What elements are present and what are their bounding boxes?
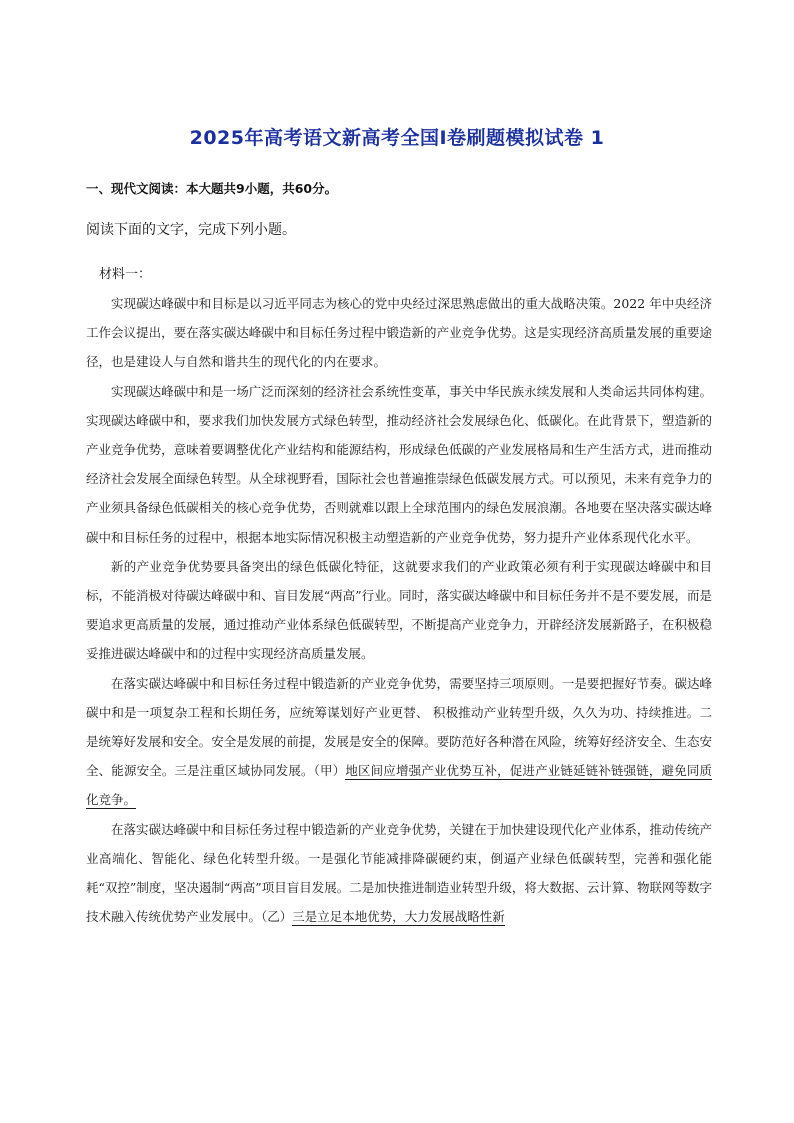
paragraph-1: 实现碳达峰碳中和目标是以习近平同志为核心的党中央经过深思熟虑做出的重大战略决策。2022 年中央经济工作会议提出，要在落实碳达峰碳中和目标任务过程中锻造新的产业竞争优势。这是实现经济高质量发展的重要途径，也是建设人与自然和谐共生的现代化的内在要求。 — [86, 296, 712, 370]
underlined-sentence-b: 三是立足本地优势，大力发展战略性新 — [292, 909, 505, 925]
paragraph-2: 实现碳达峰碳中和是一场广泛而深刻的经济社会系统性变革，事关中华民族永续发展和人类命运共同体构建。实现碳达峰碳中和，要求我们加快发展方式绿色转型，推动经济社会发展绿色化、低碳化。在此背景下，塑造新的产业竞争优势，意味着要调整优化产业结构和能源结构，形成绿色低碳的产业发展格局和生产生活方式，进而推动经济社会发展全面绿色转型。从全球视野看，国际社会也普遍推崇绿色低碳发展方式。可以预见，未来有竞争力的产业须具备绿色低碳相关的核心竞争优势，否则就难以跟上全球范围内的绿色发展浪潮。各地要在坚决落实碳达峰碳中和目标任务的过程中，根据本地实际情况积极主动塑造新的产业竞争优势，努力提升产业体系现代化水平。 — [86, 383, 712, 545]
page-title: 2025年高考语文新高考全国Ⅰ卷刷题模拟试卷 1 — [189, 127, 605, 149]
underlined-sentence-a: 地区间应增强产业优势互补，促进产业链延链补链强链，避免同质化竞争。 — [86, 763, 712, 808]
passage-body — [86, 289, 712, 931]
paragraph-4: 在落实碳达峰碳中和目标任务过程中锻造新的产业竞争优势，需要坚持三项原则。一是要把握好节奏。碳达峰碳中和是一项复杂工程和长期任务，应统筹谋划好产业更替、 积极推动产业转型升级，久久为功、持续推进。二是统筹好发展和安全。安全是发展的前提，发展是安全的保障。要防范好各种潜在风险，统筹好经济安全、生态安全、能源安全。三是注重区域协同发展。（甲）地区间应增强产业优势互补，促进产业链延链补链强链，避免同质化竞争。 — [86, 675, 712, 808]
reading-instruction: 阅读下面的文字，完成下列小题。 — [86, 222, 296, 238]
paragraph-3: 新的产业竞争优势要具备突出的绿色低碳化特征，这就要求我们的产业政策必须有利于实现碳达峰碳中和目标，不能消极对待碳达峰碳中和、盲目发展“两高”行业。同时，落实碳达峰碳中和目标任务并不是不要发展，而是要追求更高质量的发展，通过推动产业体系绿色低碳转型，不断提高产业竞争力，开辟经济发展新路子，在积极稳妥推进碳达峰碳中和的过程中实现经济高质量发展。 — [86, 558, 712, 662]
section-heading: 一、现代文阅读：本大题共9小题，共60分。 — [86, 181, 338, 196]
paragraph-5: 在落实碳达峰碳中和目标任务过程中锻造新的产业竞争优势，关键在于加快建设现代化产业体系，推动传统产业高端化、智能化、绿色化转型升级。一是强化节能减排降碳硬约束，倒逼产业绿色低碳转型，完善和强化能耗“双控”制度，坚决遏制“两高”项目盲目发展。二是加快推进制造业转型升级，将大数据、云计算、物联网等数字技术融入传统优势产业发展中。（乙）三是立足本地优势，大力发展战略性新 — [86, 821, 712, 925]
material-label: 材料一： — [99, 267, 152, 282]
